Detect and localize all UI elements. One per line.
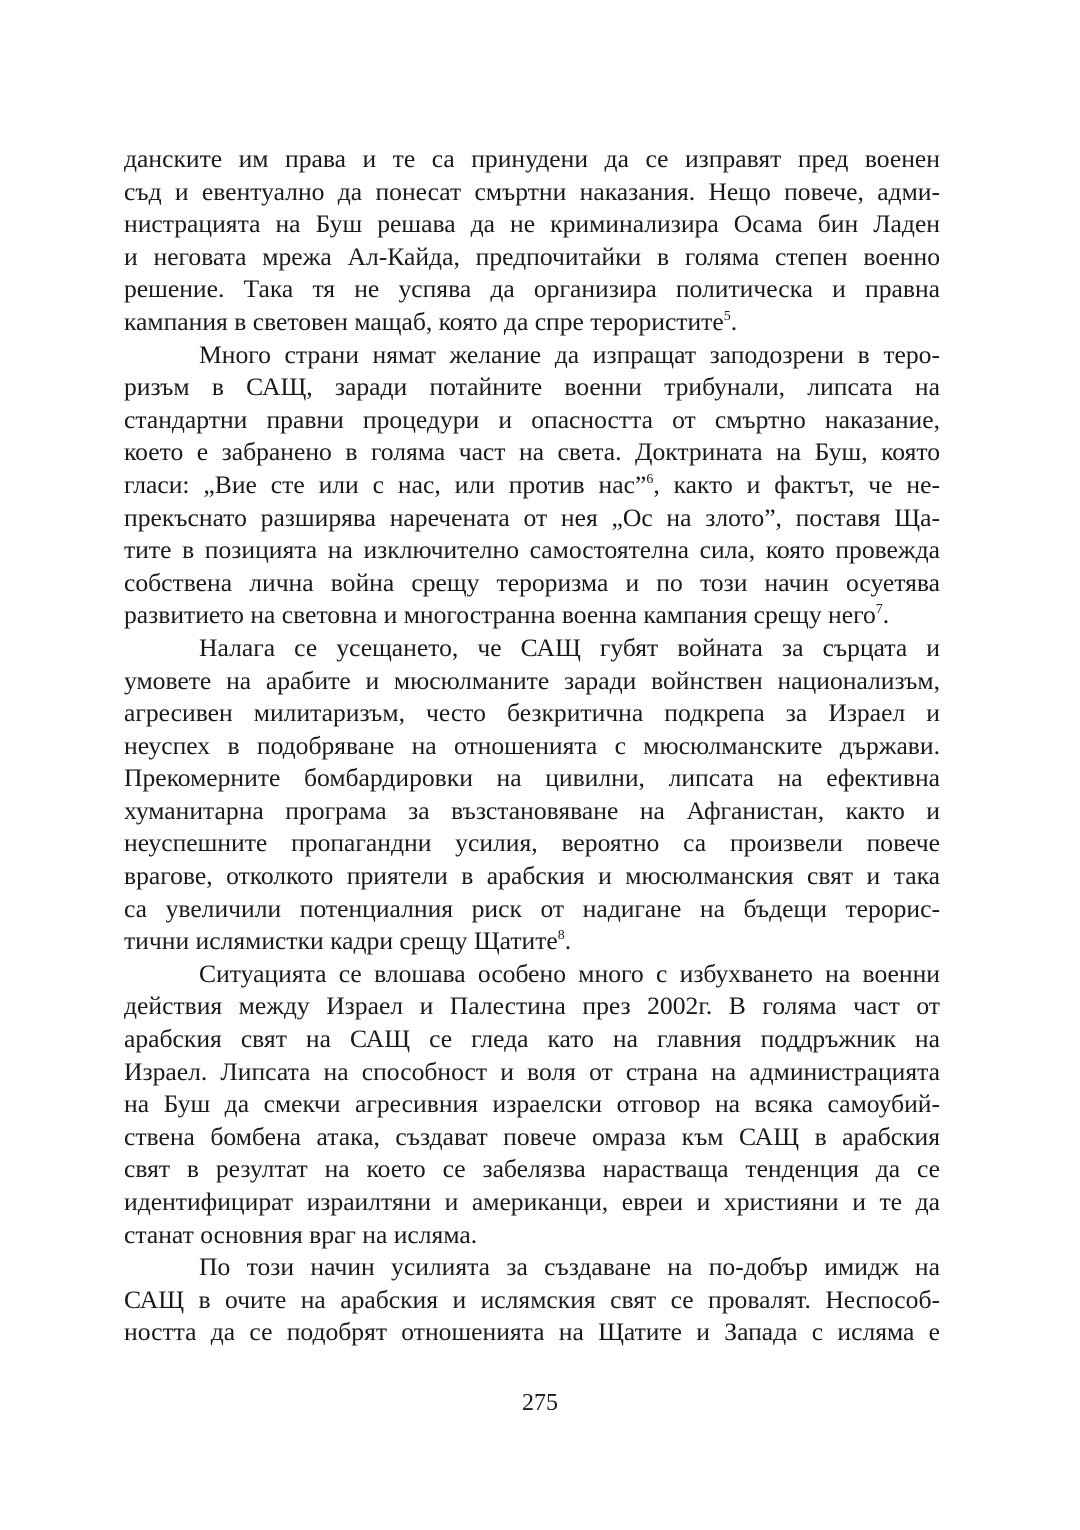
text-line [124, 241, 940, 274]
text-line [124, 1056, 940, 1089]
text-line [124, 1088, 940, 1121]
footnote-marker[interactable]: 6 [646, 471, 654, 487]
line-text: тични ислямистки кадри срещу Щатите [124, 926, 558, 956]
text-line [124, 665, 940, 698]
text-line [124, 1153, 940, 1186]
text-line [124, 860, 940, 893]
text-line [124, 306, 940, 339]
line-text: Прекомерните бомбардировки на цивилни, липсата на ефективна [124, 763, 940, 793]
text-line [124, 176, 940, 209]
line-text: стандартни правни процедури и опасността от смъртно наказание, [124, 404, 940, 434]
text-line [124, 339, 940, 372]
line-text: гласи: „Вие сте или с нас, или против нас” [124, 469, 647, 499]
text-line [124, 371, 940, 404]
line-text: са увеличили потенциалния риск от надигане на бъдещи терорис- [124, 893, 940, 923]
text-line [124, 1284, 940, 1317]
line-text: Налага се усещането, че САЩ губят войната за сърцата и [199, 632, 940, 662]
line-text: ствена бомбена атака, създават повече омраза към САЩ в арабския [124, 1121, 940, 1151]
paragraph [124, 632, 940, 958]
line-text: и неговата мрежа Ал-Кайда, предпочитайки в голяма степен военно [124, 241, 940, 271]
text-line [124, 1251, 940, 1284]
line-text: умовете на арабите и мюсюлманите заради войнствен национализъм, [124, 665, 940, 695]
paragraph [124, 958, 940, 1251]
line-text: прекъснато разширява наречената от нея „Ос на злото”, поставя Ща- [124, 502, 940, 532]
text-line [124, 958, 940, 991]
line-text: неуспешните пропагандни усилия, вероятно са произвели повече [124, 828, 940, 858]
line-text-tail: . [564, 926, 572, 956]
line-text: кампания в световен мащаб, която да спре терористите [124, 306, 724, 336]
footnote-marker[interactable]: 7 [875, 602, 883, 618]
text-line [124, 1121, 940, 1154]
line-text: Много страни нямат желание да изпращат заподозрени в теро- [199, 339, 940, 369]
text-line [124, 1316, 940, 1349]
text-line [124, 436, 940, 469]
text-line [124, 925, 940, 958]
text-line [124, 469, 940, 502]
line-text: действия между Израел и Палестина през 2002г. В голяма част от [124, 991, 940, 1021]
text-line [124, 534, 940, 567]
text-line [124, 827, 940, 860]
text-line [124, 143, 940, 176]
line-text: неуспех в подобряване на отношенията с мюсюлманските държави. [124, 730, 940, 760]
line-text: ризъм в САЩ, заради потайните военни трибунали, липсата на [124, 372, 940, 402]
paragraph [124, 339, 940, 632]
line-text: тите в позицията на изключително самостоятелна сила, която провежда [124, 535, 940, 565]
footnote-marker[interactable]: 8 [557, 928, 565, 944]
text-line [124, 404, 940, 437]
footnote-marker[interactable]: 5 [723, 308, 731, 324]
text-line [124, 1219, 940, 1252]
line-text: агресивен милитаризъм, често безкритична подкрепа за Израел и [124, 698, 940, 728]
text-line [124, 762, 940, 795]
line-text: арабския свят на САЩ се гледа като на главния поддръжник на [124, 1024, 940, 1054]
line-text: Ситуацията се влошава особено много с избухването на военни [199, 958, 940, 988]
line-text: САЩ в очите на арабския и ислямския свят се провалят. Неспособ- [124, 1284, 940, 1314]
text-line [124, 273, 940, 306]
text-line [124, 208, 940, 241]
line-text: врагове, отколкото приятели в арабския и мюсюлманския свят и така [124, 861, 940, 891]
text-line [124, 502, 940, 535]
line-text-tail: . [882, 600, 890, 630]
line-text-tail: , както и фактът, че не- [653, 469, 940, 499]
line-text: данските им права и те са принудени да се изправят пред военен [124, 144, 940, 173]
line-text: идентифицират израилтяни и американци, евреи и християни и те да [124, 1187, 940, 1216]
line-text: на Буш да смекчи агресивния израелски отговор на всяка самоубий- [124, 1089, 940, 1119]
line-text: развитието на световна и многостранна военна кампания срещу него [124, 600, 876, 630]
text-line [124, 1023, 940, 1056]
text-line [124, 599, 940, 632]
line-text: станат основния враг на исляма. [124, 1219, 478, 1249]
line-text: Израел. Липсата на способност и воля от страна на администрацията [124, 1056, 940, 1086]
line-text: съд и евентуално да понесат смъртни наказания. Нещо повече, адми- [124, 176, 940, 206]
body-text [124, 143, 940, 1349]
line-text: решение. Така тя не успява да организира политическа и правна [124, 274, 940, 304]
text-line [124, 1186, 940, 1219]
text-line [124, 567, 940, 600]
line-text: хуманитарна програма за възстановяване на Афганистан, както и [124, 795, 940, 825]
line-text: нистрацията на Буш решава да не криминализира Осама бин Ладен [124, 209, 940, 239]
line-text: ността да се подобрят отношенията на Щатите и Запада с исляма е [124, 1317, 940, 1347]
text-line [124, 893, 940, 926]
paragraph [124, 1251, 940, 1349]
text-line [124, 632, 940, 665]
text-line [124, 730, 940, 763]
text-line [124, 795, 940, 828]
paragraph [124, 143, 940, 339]
page-number: 275 [522, 1390, 558, 1416]
line-text-tail: . [730, 306, 738, 336]
line-text: свят в резултат на което се забелязва нарастваща тенденция да се [124, 1154, 940, 1184]
line-text: По този начин усилията за създаване на по-добър имидж на [199, 1252, 940, 1282]
text-line [124, 697, 940, 730]
line-text: собствена лична война срещу тероризма и по този начин осуетява [124, 567, 940, 597]
text-line [124, 990, 940, 1023]
line-text: което е забранено в голяма част на света. Доктрината на Буш, която [124, 437, 940, 467]
